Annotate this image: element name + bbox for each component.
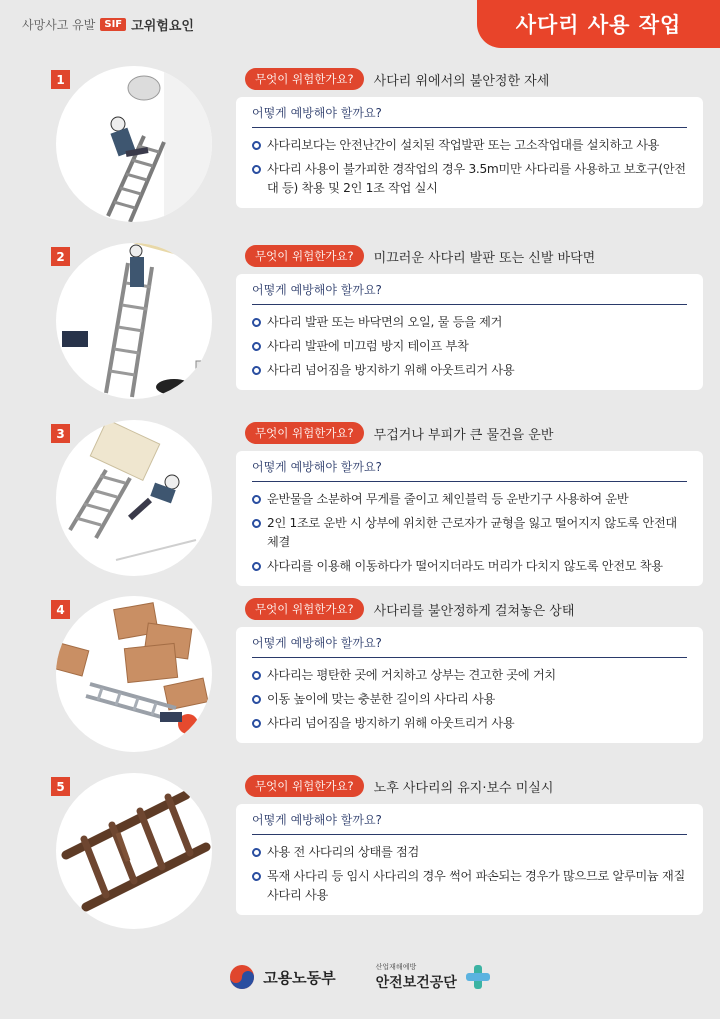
prevention-item — [252, 690, 687, 709]
bullet-icon — [252, 165, 261, 174]
prevention-item — [252, 313, 687, 332]
illustration-wooden-ladder — [56, 773, 212, 929]
prevention-item-text: 사다리 넘어짐을 방지하기 위해 아웃트리거 사용 — [267, 363, 515, 377]
page-title: 사다리 사용 작업 — [477, 0, 720, 48]
risk-pill: 무엇이 위험한가요? — [245, 245, 364, 267]
header-label — [22, 15, 194, 34]
cross-logo-icon — [465, 964, 491, 990]
risk-text: 노후 사다리의 유지·보수 미실시 — [373, 780, 554, 796]
prevention-item — [252, 514, 687, 552]
prevention-item-text: 사다리보다는 안전난간이 설치된 작업발판 또는 고소작업대를 설치하고 사용 — [267, 138, 660, 152]
prevention-card — [236, 804, 703, 915]
prevention-item-text: 사다리를 이용해 이동하다가 떨어지더라도 머리가 다치지 않도록 안전모 착용 — [267, 559, 663, 573]
prevention-item-text: 사다리 넘어짐을 방지하기 위해 아웃트리거 사용 — [267, 716, 515, 730]
prevention-item-text: 이동 높이에 맞는 충분한 길이의 사다리 사용 — [267, 692, 495, 706]
prevention-item — [252, 136, 687, 155]
risk-text: 사다리를 불안정하게 걸쳐놓은 상태 — [373, 603, 575, 619]
header-label-strong: 고위험요인 — [131, 19, 194, 34]
prevention-item-text: 운반물을 소분하여 무게를 줄이고 체인블럭 등 운반기구 사용하여 운반 — [267, 492, 629, 506]
risk-pill: 무엇이 위험한가요? — [245, 775, 364, 797]
prevention-item — [252, 337, 687, 356]
section-number: 4 — [51, 600, 70, 619]
risk-row — [245, 422, 553, 444]
section-number: 3 — [51, 424, 70, 443]
ministry-logo — [229, 964, 335, 990]
sif-badge: SIF — [100, 18, 126, 31]
prevention-item — [252, 160, 687, 198]
agency-sub: 산업재해예방 — [375, 963, 417, 971]
prevention-card — [236, 274, 703, 390]
prevention-item-text: 사다리 사용이 불가피한 경작업의 경우 3.5m미만 사다리를 사용하고 보호구(안전대 등) 착용 및 2인 1조 작업 실시 — [267, 162, 686, 195]
prevention-item — [252, 557, 687, 576]
bullet-icon — [252, 562, 261, 571]
header-label-prefix: 사망사고 유발 — [22, 18, 96, 32]
risk-row — [245, 598, 574, 620]
bullet-icon — [252, 671, 261, 680]
bullet-icon — [252, 342, 261, 351]
prevention-heading: 어떻게 예방해야 할까요? — [252, 281, 687, 305]
risk-text: 사다리 위에서의 불안정한 자세 — [373, 73, 550, 89]
prevention-heading: 어떻게 예방해야 할까요? — [252, 634, 687, 658]
risk-row — [245, 775, 553, 797]
risk-pill: 무엇이 위험한가요? — [245, 422, 364, 444]
risk-row — [245, 245, 595, 267]
prevention-item — [252, 714, 687, 733]
bullet-icon — [252, 695, 261, 704]
bullet-icon — [252, 719, 261, 728]
prevention-card — [236, 451, 703, 586]
bullet-icon — [252, 495, 261, 504]
prevention-item — [252, 867, 687, 905]
bullet-icon — [252, 366, 261, 375]
bullet-icon — [252, 872, 261, 881]
agency-name: 안전보건공단 — [375, 975, 457, 991]
risk-pill: 무엇이 위험한가요? — [245, 598, 364, 620]
prevention-item-text: 사다리는 평탄한 곳에 거치하고 상부는 견고한 곳에 거치 — [267, 668, 556, 682]
prevention-heading: 어떻게 예방해야 할까요? — [252, 811, 687, 835]
prevention-item-text: 목재 사다리 등 임시 사다리의 경우 썩어 파손되는 경우가 많으므로 알루미늄 재질 사다리 사용 — [267, 869, 685, 902]
agency-text — [376, 962, 457, 992]
prevention-item — [252, 490, 687, 509]
risk-row — [245, 68, 549, 90]
footer — [0, 962, 720, 992]
illustration-carrying-load — [56, 420, 212, 576]
taegeuk-icon — [229, 964, 255, 990]
risk-text: 미끄러운 사다리 발판 또는 신발 바닥면 — [373, 250, 596, 266]
prevention-heading: 어떻게 예방해야 할까요? — [252, 104, 687, 128]
section-number: 2 — [51, 247, 70, 266]
ministry-name: 고용노동부 — [263, 968, 336, 987]
bullet-icon — [252, 318, 261, 327]
prevention-item-text: 사다리 발판에 미끄럼 방지 테이프 부착 — [267, 339, 469, 353]
prevention-heading: 어떻게 예방해야 할까요? — [252, 458, 687, 482]
prevention-card — [236, 97, 703, 208]
bullet-icon — [252, 519, 261, 528]
bullet-icon — [252, 848, 261, 857]
prevention-item-text: 2인 1조로 운반 시 상부에 위치한 근로자가 균형을 잃고 떨어지지 않도록 안전대 체결 — [267, 516, 677, 549]
section-number: 5 — [51, 777, 70, 796]
prevention-item — [252, 361, 687, 380]
prevention-card — [236, 627, 703, 743]
prevention-item-text: 사다리 발판 또는 바닥면의 오일, 물 등을 제거 — [267, 315, 503, 329]
prevention-item — [252, 843, 687, 862]
illustration-slippery-ladder — [56, 243, 212, 399]
risk-text: 무겁거나 부피가 큰 물건을 운반 — [373, 427, 554, 443]
prevention-item-text: 사용 전 사다리의 상태를 점검 — [267, 845, 419, 859]
prevention-item — [252, 666, 687, 685]
section-number: 1 — [51, 70, 70, 89]
agency-logo — [376, 962, 491, 992]
risk-pill: 무엇이 위험한가요? — [245, 68, 364, 90]
illustration-unstable-ladder — [56, 596, 212, 752]
bullet-icon — [252, 141, 261, 150]
illustration-ladder-fall — [56, 66, 212, 222]
